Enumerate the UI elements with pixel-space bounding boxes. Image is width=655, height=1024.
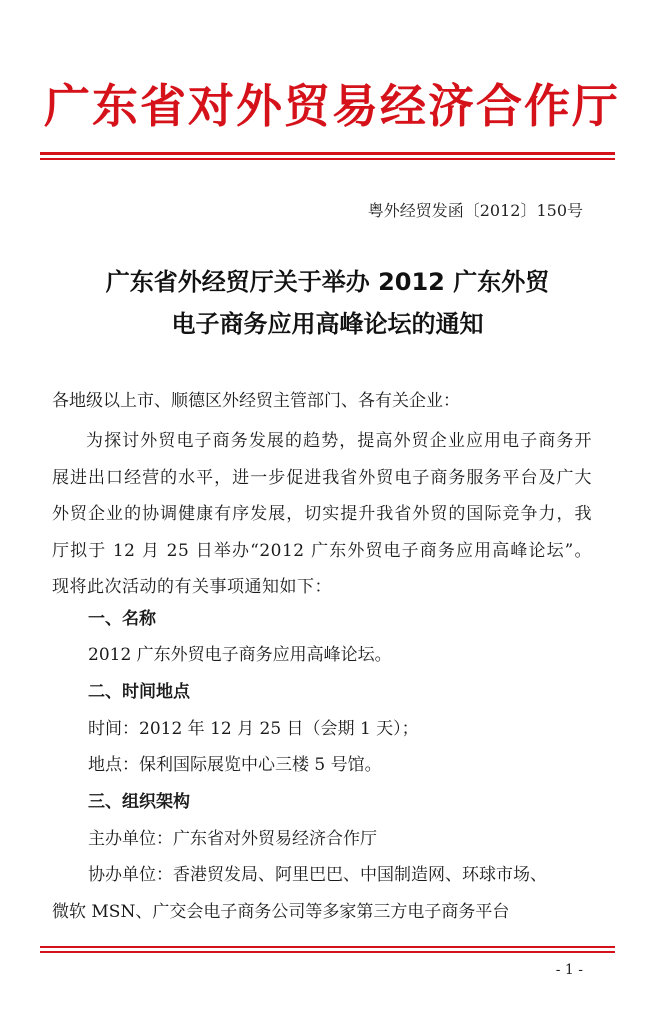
letterhead-agency-name: 广东省对外贸易经济合作厅 xyxy=(44,79,620,133)
footer-red-rule-thin xyxy=(40,951,615,953)
document-number: 粤外经贸发函〔2012〕150号 xyxy=(367,201,583,220)
intro-paragraph: 为探讨外贸电子商务发展的趋势，提高外贸企业应用电子商务开展进出口经营的水平，进一步促进我省外贸电子商务服务平台及广大外贸企业的协调健康有序发展，切实提升我省外贸的国际竞争力，我厅拟于 12 月 25 日举办“2012 广东外贸电子商务应用高峰论坛”。现将此次活动的有关事项通知如下： xyxy=(52,431,592,597)
section-2-time: 时间：2012 年 12 月 25 日（会期 1 天）； xyxy=(88,719,419,739)
letterhead-red-rule xyxy=(40,152,615,155)
section-3-co-organizers: 协办单位：香港贸发局、阿里巴巴、中国制造网、环球市场、 xyxy=(88,865,547,885)
document-title-line2: 电子商务应用高峰论坛的通知 xyxy=(171,310,484,338)
section-1-text: 2012 广东外贸电子商务应用高峰论坛。 xyxy=(88,645,392,665)
page-number: - 1 - xyxy=(555,962,583,978)
addressee: 各地级以上市、顺德区外经贸主管部门、各有关企业： xyxy=(52,391,460,411)
section-2-place: 地点：保利国际展览中心三楼 5 号馆。 xyxy=(88,755,382,775)
footer-red-rule xyxy=(40,946,615,948)
section-2-heading: 二、时间地点 xyxy=(88,682,190,702)
section-3-host: 主办单位：广东省对外贸易经济合作厅 xyxy=(88,829,377,849)
section-1-heading: 一、名称 xyxy=(88,609,156,629)
section-3-co-organizers-cont: 微软 MSN、广交会电子商务公司等多家第三方电子商务平台 xyxy=(52,902,510,922)
letterhead-red-rule-thin xyxy=(40,158,615,160)
document-title-line1: 广东省外经贸厅关于举办 2012 广东外贸 xyxy=(105,268,550,296)
section-3-heading: 三、组织架构 xyxy=(88,792,190,812)
